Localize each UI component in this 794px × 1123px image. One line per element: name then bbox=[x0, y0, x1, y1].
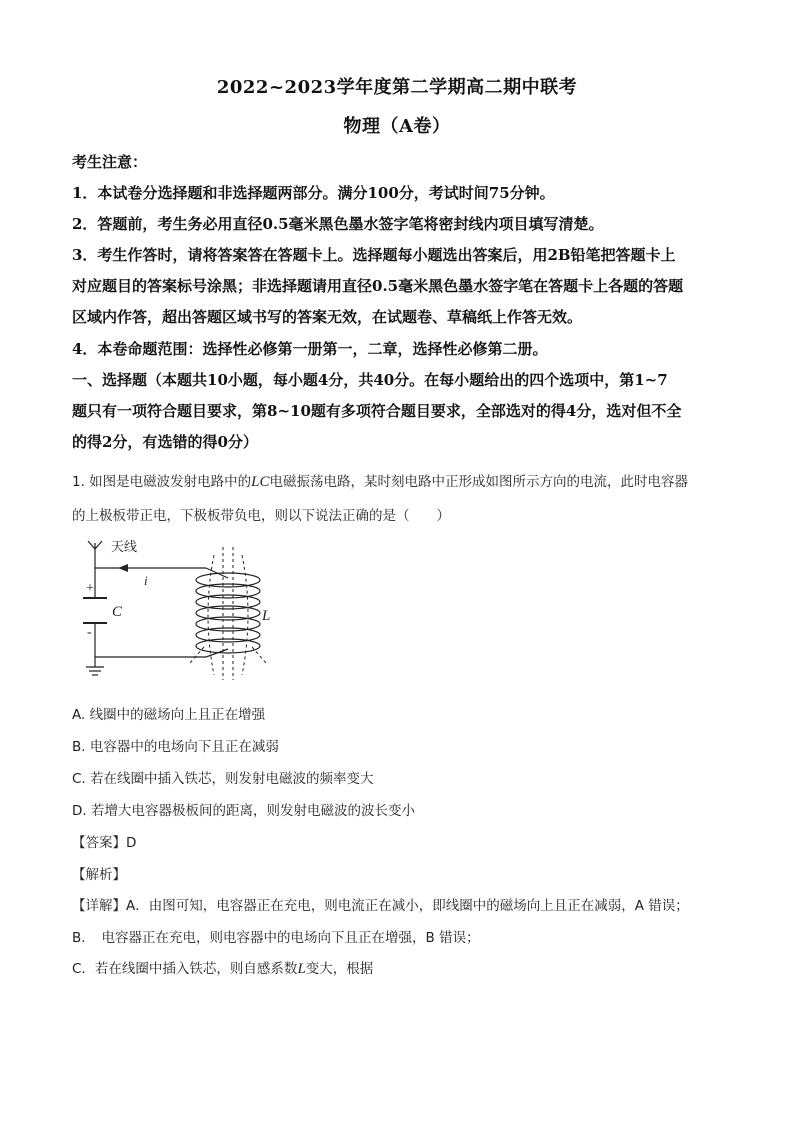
capacitor-label: C bbox=[112, 604, 123, 620]
section-1-intro-line-1: 一、选择题（本题共10小题，每小题4分，共40分。在每小题给出的四个选项中，第1~7 bbox=[72, 371, 668, 389]
detail-line-3-end: 变大，根据 bbox=[305, 961, 374, 977]
detail-line-3 bbox=[72, 957, 373, 978]
question-1-stem-end: 电磁振荡电路，某时刻电路中正形成如图所示方向的电流，此时电容器 bbox=[269, 474, 689, 490]
detail-line-3-start: C．若在线圈中插入铁芯，则自感系数 bbox=[72, 961, 298, 977]
notice-item-3-line-1: 3．考生作答时，请将答案答在答题卡上。选择题每小题选出答案后，用2B铅笔把答题卡上 bbox=[72, 246, 676, 264]
current-label: i bbox=[144, 573, 148, 588]
current-arrow-icon bbox=[118, 564, 128, 572]
exam-title: 2022~2023学年度第二学期高二期中联考 bbox=[216, 77, 578, 98]
notice-item-4: 4．本卷命题范围：选择性必修第一册第一，二章，选择性必修第二册。 bbox=[72, 340, 548, 358]
minus-sign: - bbox=[87, 625, 92, 640]
exam-subtitle: 物理（A卷） bbox=[343, 116, 451, 137]
detail-line-1: 【详解】A．由图可知，电容器正在充电，则电流正在减小，即线圈中的磁场向上且正在减弱，A 错误； bbox=[72, 898, 689, 914]
antenna-label: 天线 bbox=[111, 539, 138, 554]
option-a: A. 线圈中的磁场向上且正在增强 bbox=[72, 707, 266, 723]
notice-item-2: 2．答题前，考生务必用直径0.5毫米黑色墨水签字笔将密封线内项目填写清楚。 bbox=[72, 215, 604, 233]
analysis-label: 【解析】 bbox=[72, 867, 126, 883]
section-1-intro-line-2: 题只有一项符合题目要求，第8~10题有多项符合题目要求，全部选对的得4分，选对但不全 bbox=[72, 402, 682, 420]
question-1-stem-start: 1. 如图是电磁波发射电路中的 bbox=[72, 474, 252, 490]
magnetic-field-lines bbox=[190, 547, 266, 680]
inductor-coil bbox=[196, 573, 260, 653]
notice-item-1: 1．本试卷分选择题和非选择题两部分。满分100分，考试时间75分钟。 bbox=[72, 184, 555, 202]
question-1-stem-line-1 bbox=[72, 470, 688, 491]
notice-item-3-line-3: 区域内作答，超出答题区域书写的答案无效，在试题卷、草稿纸上作答无效。 bbox=[72, 308, 583, 326]
question-1-stem-line-2: 的上极板带正电，下极板带负电，则以下说法正确的是（ ） bbox=[72, 508, 450, 524]
inductor-label: L bbox=[262, 608, 271, 624]
option-d: D. 若增大电容器极板间的距离，则发射电磁波的波长变小 bbox=[72, 803, 415, 819]
section-1-intro-line-3: 的得2分，有选错的得0分） bbox=[72, 433, 258, 451]
notice-heading: 考生注意： bbox=[72, 153, 148, 171]
detail-line-2: B． 电容器正在充电，则电容器中的电场向下且正在增强，B 错误； bbox=[72, 930, 480, 946]
plus-sign: + bbox=[86, 581, 94, 596]
option-b: B. 电容器中的电场向下且正在减弱 bbox=[72, 739, 279, 755]
answer-line: 【答案】D bbox=[72, 835, 137, 851]
option-c: C. 若在线圈中插入铁芯，则发射电磁波的频率变大 bbox=[72, 771, 374, 787]
inductance-symbol: L bbox=[297, 961, 306, 977]
lc-circuit-figure bbox=[78, 535, 298, 685]
lc-symbol: LC bbox=[251, 474, 270, 490]
notice-item-3-line-2: 对应题目的答案标号涂黑；非选择题请用直径0.5毫米黑色墨水签字笔在答题卡上各题的答题 bbox=[72, 277, 684, 295]
